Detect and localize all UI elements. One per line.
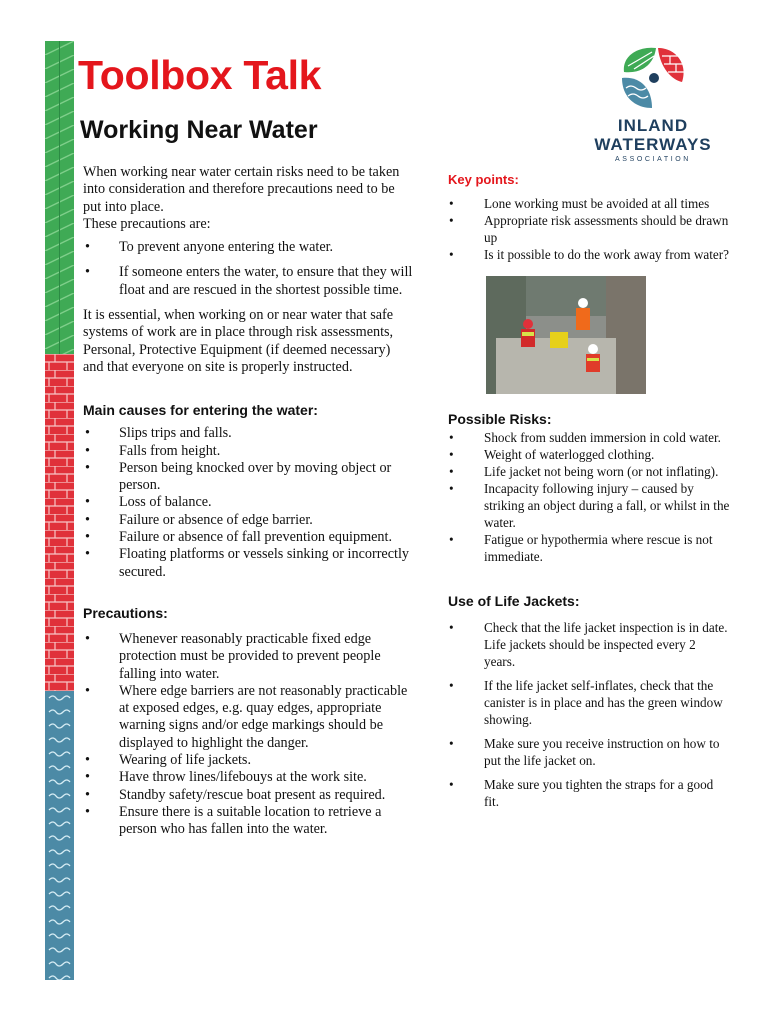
left-column — [83, 164, 413, 839]
list-item: • Weight of waterlogged clothing. — [448, 446, 730, 463]
logo-emblem-icon — [618, 42, 690, 114]
list-item: • Appropriate risk assessments should be drawn up — [448, 212, 730, 246]
list-item: • Falls from height. — [83, 443, 413, 460]
list-item: • Incapacity following injury – caused by striking an object during a fall, or whilst in the water. — [448, 480, 730, 531]
list-item: • Make sure you receive instruction on how to put the life jacket on. — [448, 735, 730, 769]
intro-paragraph: When working near water certain risks need to be taken into consideration and therefore precautions need to be put into place. — [83, 164, 400, 215]
list-item: • Standby safety/rescue boat present as required. — [83, 787, 413, 804]
list-item: • Where edge barriers are not reasonably practicable at exposed edges, e.g. quay edges, appropriate warning signs and/or edge markings should be displayed to highlight the danger. — [83, 683, 413, 752]
list-item: • Loss of balance. — [83, 494, 413, 511]
key-points-list — [448, 195, 730, 263]
life-jackets-heading: Use of Life Jackets: — [448, 593, 580, 609]
list-item: • Floating platforms or vessels sinking or incorrectly secured. — [83, 546, 413, 581]
list-item: • Wearing of life jackets. — [83, 752, 413, 769]
list-item: • Lone working must be avoided at all times — [448, 195, 730, 212]
list-item: • To prevent anyone entering the water. — [83, 239, 413, 256]
list-item: • If someone enters the water, to ensure that they will float and are rescued in the shortest possible time. — [83, 264, 413, 299]
list-item: • Shock from sudden immersion in cold water. — [448, 429, 730, 446]
iwa-logo — [586, 42, 720, 172]
logo-text-inland: INLAND — [617, 116, 689, 135]
possible-risks-list — [448, 429, 730, 565]
decorative-strip-brick — [45, 354, 74, 691]
list-item: • Failure or absence of fall prevention equipment. — [83, 529, 413, 546]
intro-list — [83, 239, 413, 299]
decorative-strip-leaf — [45, 41, 74, 354]
decorative-strip-waves — [45, 691, 74, 980]
list-item: • Ensure there is a suitable location to retrieve a person who has fallen into the water. — [83, 804, 413, 839]
list-item: • Have throw lines/lifebouys at the work site. — [83, 769, 413, 786]
list-item: • Make sure you tighten the straps for a good fit. — [448, 776, 730, 810]
possible-risks-heading: Possible Risks: — [448, 411, 552, 427]
list-item: • Fatigue or hypothermia where rescue is not immediate. — [448, 531, 730, 565]
logo-text-association: ASSOCIATION — [615, 156, 691, 163]
page-subtitle: Working Near Water — [80, 116, 318, 144]
key-points-heading: Key points: — [448, 172, 519, 187]
page-title: Toolbox Talk — [78, 52, 322, 98]
list-item: • If the life jacket self-inflates, check that the canister is in place and has the green window showing. — [448, 677, 730, 728]
list-item: • Life jacket not being worn (or not inflating). — [448, 463, 730, 480]
intro-paragraph-2: It is essential, when working on or near water that safe systems of work are in place through risk assessments, Personal, Protective Equipment (if deemed necessary) and that everyone on site is properly instructed. — [83, 307, 394, 375]
list-item: • Slips trips and falls. — [83, 425, 413, 442]
list-item: • Person being knocked over by moving object or person. — [83, 460, 413, 495]
list-item: • Whenever reasonably practicable fixed edge protection must be provided to prevent people falling into water. — [83, 631, 413, 683]
precautions-heading: Precautions: — [83, 604, 168, 621]
intro-paragraph-lead: These precautions are: — [83, 215, 211, 232]
workers-lock-photo — [486, 276, 646, 394]
precautions-list — [83, 631, 413, 839]
list-item: • Check that the life jacket inspection is in date. Life jackets should be inspected every 2 years. — [448, 619, 730, 670]
logo-text-waterways: WATERWAYS — [594, 135, 712, 154]
list-item: • Failure or absence of edge barrier. — [83, 512, 413, 529]
main-causes-heading: Main causes for entering the water: — [83, 402, 318, 419]
list-item: • Is it possible to do the work away from water? — [448, 246, 730, 263]
main-causes-list — [83, 425, 413, 581]
life-jackets-list — [448, 619, 730, 810]
right-column — [448, 172, 730, 810]
